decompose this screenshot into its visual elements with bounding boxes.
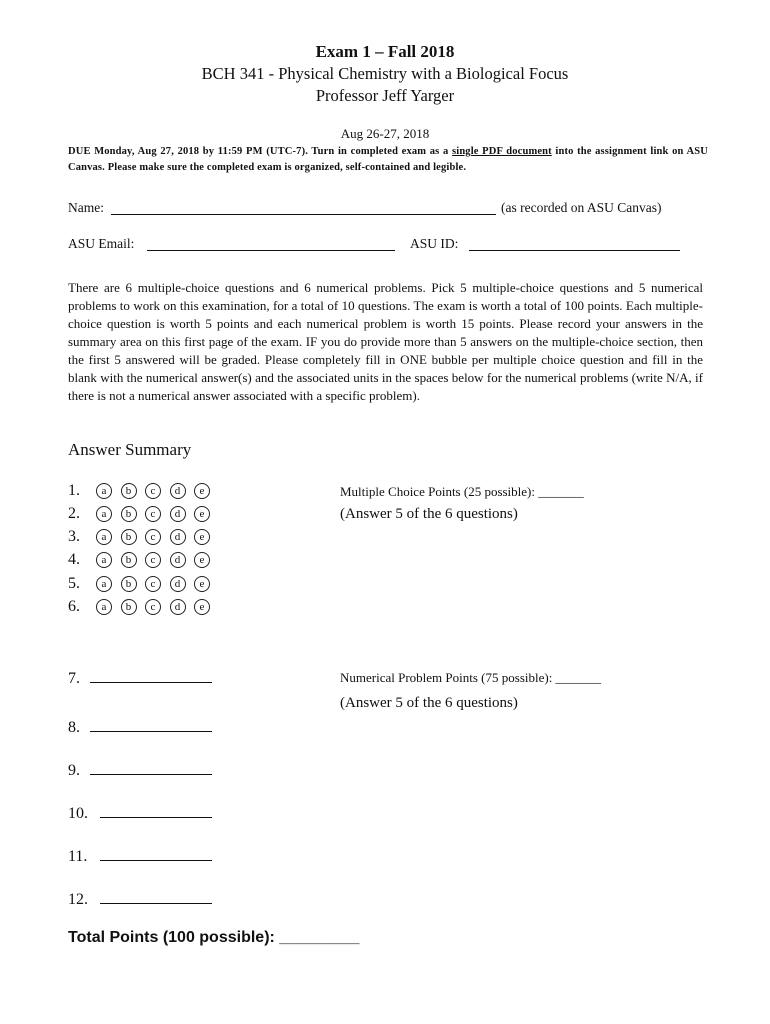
mc-question-number: 6. [68,598,80,615]
mc-question-number: 1. [68,482,80,499]
name-label: Name: [68,200,104,215]
np-question-number: 9. [68,762,80,779]
name-note: (as recorded on ASU Canvas) [501,200,662,215]
bubble-a[interactable]: a [96,529,112,545]
bubble-b[interactable]: b [121,552,137,568]
mc-points-label: Multiple Choice Points (25 possible): _______ [340,484,584,499]
np-points-label: Numerical Problem Points (75 possible): _______ [340,670,602,685]
np-question-number: 12. [68,891,88,908]
bubble-c[interactable]: c [145,506,161,522]
instructions-paragraph: There are 6 multiple-choice questions and 6 numerical problems. Pick 5 multiple-choice questions and 5 numerical problems to work on this examination, for a total of 10 questions. The exam is worth a total of 100 points. Each multiple-choice question is worth 5 points and each numerical problem is worth 15 points. Please record your answers in the summary area on this first page of the exam. IF you do provide more than 5 answers on the multiple-choice section, then the first 5 answered will be graded. Please completely fill in ONE bubble per multiple choice question and fill in the blank with the numerical answer(s) and the associated units in the spaces below for the numerical problems (write N/A, if there is not a numerical answer associated with a specific problem). [68,280,703,403]
np-question-row [68,668,212,688]
bubble-e[interactable]: e [194,529,210,545]
mc-question-number: 4. [68,551,80,568]
due-pdf-emphasis: single PDF document [452,146,552,157]
bubble-b[interactable]: b [121,599,137,615]
professor-name: Professor Jeff Yarger [315,86,455,105]
bubble-e[interactable]: e [194,483,210,499]
bubble-e[interactable]: e [194,599,210,615]
np-question-row [68,889,212,909]
np-answer-blank[interactable] [100,889,212,904]
mc-question-number: 5. [68,575,80,592]
bubble-b[interactable]: b [121,576,137,592]
name-field[interactable] [111,200,496,215]
np-question-number: 7. [68,670,80,687]
bubble-d[interactable]: d [170,599,186,615]
mc-question-row [68,526,219,548]
exam-date: Aug 26-27, 2018 [340,126,430,141]
course-title: BCH 341 - Physical Chemistry with a Biological Focus [201,64,569,83]
mc-question-number: 2. [68,505,80,522]
mc-question-row [68,480,219,502]
bubble-c[interactable]: c [145,599,161,615]
bubble-d[interactable]: d [170,506,186,522]
asu-id-label: ASU ID: [410,236,459,251]
answer-summary-heading: Answer Summary [68,440,192,459]
bubble-a[interactable]: a [96,506,112,522]
bubble-c[interactable]: c [145,576,161,592]
bubble-b[interactable]: b [121,483,137,499]
bubble-c[interactable]: c [145,529,161,545]
bubble-c[interactable]: c [145,552,161,568]
mc-note: (Answer 5 of the 6 questions) [340,506,518,522]
np-answer-blank[interactable] [90,717,212,732]
mc-question-row [68,596,219,618]
bubble-e[interactable]: e [194,552,210,568]
exam-title: Exam 1 – Fall 2018 [315,42,455,61]
np-note: (Answer 5 of the 6 questions) [340,695,518,711]
mc-question-row [68,573,219,595]
due-notice [68,144,708,176]
np-answer-blank[interactable] [90,760,212,775]
np-answer-blank[interactable] [90,668,212,683]
name-field-row [68,200,104,216]
bubble-c[interactable]: c [145,483,161,499]
bubble-b[interactable]: b [121,529,137,545]
bubble-a[interactable]: a [96,483,112,499]
due-suffix: into the assignment link on ASU Canvas. Please make sure the completed exam is organized, self-contained and legible. [68,146,709,173]
bubble-a[interactable]: a [96,576,112,592]
np-question-row [68,846,212,866]
bubble-d[interactable]: d [170,483,186,499]
np-answer-blank[interactable] [100,846,212,861]
asu-id-field[interactable] [469,236,680,251]
due-prefix: DUE Monday, Aug 27, 2018 by 11:59 PM (UTC-7). Turn in completed exam as a [68,146,453,157]
email-field[interactable] [147,236,395,251]
np-question-number: 10. [68,805,88,822]
mc-question-row [68,503,219,525]
np-question-number: 11. [68,848,88,865]
bubble-d[interactable]: d [170,552,186,568]
bubble-b[interactable]: b [121,506,137,522]
np-question-row [68,803,212,823]
bubble-d[interactable]: d [170,529,186,545]
bubble-d[interactable]: d [170,576,186,592]
np-question-number: 8. [68,719,80,736]
np-question-row [68,760,212,780]
total-points-label: Total Points (100 possible): _________ [68,929,360,946]
mc-question-number: 3. [68,528,80,545]
np-question-row [68,717,212,737]
bubble-e[interactable]: e [194,506,210,522]
mc-question-row [68,549,219,571]
np-answer-blank[interactable] [100,803,212,818]
bubble-a[interactable]: a [96,599,112,615]
bubble-a[interactable]: a [96,552,112,568]
bubble-e[interactable]: e [194,576,210,592]
email-label: ASU Email: [68,236,135,251]
